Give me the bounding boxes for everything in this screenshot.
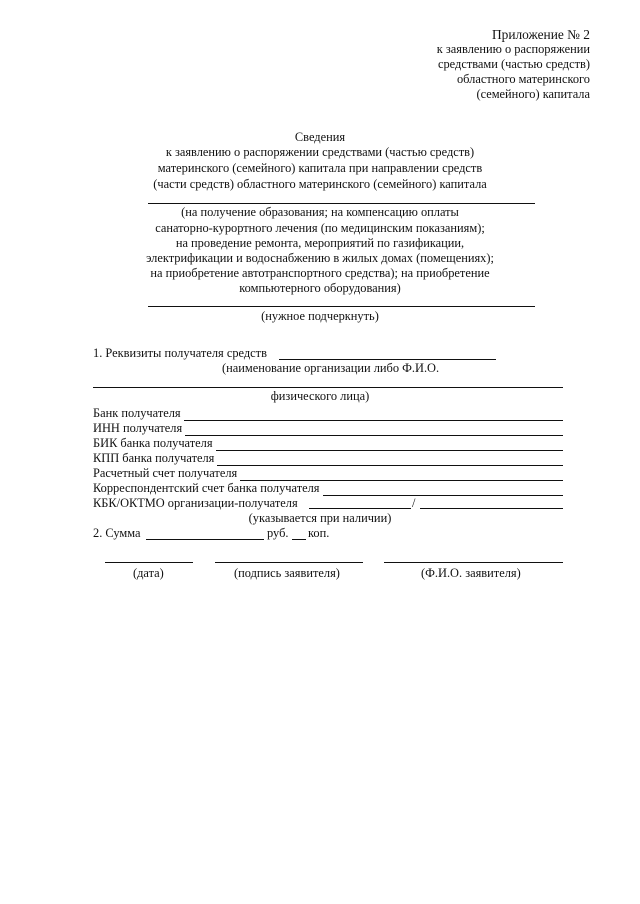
inn-label: ИНН получателя [93,421,183,435]
purpose-line: санаторно-курортного лечения (по медицинским показаниям); [155,221,485,235]
kbk-label: КБК/ОКТМО организации-получателя [93,496,298,510]
fio-hint: (Ф.И.О. заявителя) [421,566,521,580]
sum-kop-field[interactable] [292,539,306,540]
purpose-line: (на получение образования; на компенсацию оплаты [181,205,459,219]
heading-line: к заявлению о распоряжении средствами (частью средств) [165,145,475,159]
account-field[interactable] [240,468,563,481]
sum-rub-field[interactable] [146,539,264,540]
appendix-number: Приложение № 2 [491,27,590,42]
bik-label: БИК банка получателя [93,436,213,450]
date-field[interactable] [105,562,193,563]
recipient-label: 1. Реквизиты получателя средств [93,346,267,360]
purpose-line: компьютерного оборудования) [239,281,401,295]
corr-account-row [93,481,563,496]
kpp-row [93,451,563,466]
sum-rub-label: руб. [267,526,289,540]
appendix-line: (семейного) капитала [476,87,590,101]
appendix-line: средствами (частью средств) [437,57,590,71]
heading-line: (части средств) областного материнского (семейного) капитала [153,177,487,191]
oktmo-field[interactable] [420,508,563,509]
bik-field[interactable] [216,438,563,451]
fio-field[interactable] [384,562,563,563]
corr-account-label: Корреспондентский счет банка получателя [93,481,320,495]
bank-row [93,406,563,421]
purpose-underline[interactable] [148,203,535,204]
appendix-line: областного материнского [456,72,590,86]
purpose-choice-underline[interactable] [148,306,535,307]
purpose-line: на приобретение автотранспортного средства); на приобретение [150,266,490,280]
purpose-line: на проведение ремонта, мероприятий по газификации, [175,236,465,250]
corr-account-field[interactable] [323,483,564,496]
bank-field[interactable] [184,408,563,421]
sum-label: 2. Сумма [93,526,141,540]
kpp-label: КПП банка получателя [93,451,215,465]
bank-label: Банк получателя [93,406,181,420]
inn-row [93,421,563,436]
kpp-field[interactable] [217,453,563,466]
bik-row [93,436,563,451]
underline-hint: (нужное подчеркнуть) [261,309,379,323]
kbk-field[interactable] [309,508,411,509]
appendix-header [437,27,590,102]
kbk-hint: (указывается при наличии) [248,511,392,525]
purpose-line: электрификации и водоснабжению в жилых домах (помещениях); [146,251,494,265]
heading-line: материнского (семейного) капитала при направлении средств [157,161,483,175]
document-title: Сведения [294,130,346,144]
signature-hint: (подпись заявителя) [234,566,340,580]
account-label: Расчетный счет получателя [93,466,238,480]
recipient-hint: физического лица) [270,389,370,403]
recipient-hint: (наименование организации либо Ф.И.О. [222,361,440,375]
appendix-line: к заявлению о распоряжении [436,42,590,56]
date-hint: (дата) [133,566,164,580]
sum-kop-label: коп. [308,526,330,540]
kbk-separator: / [412,496,416,510]
recipient-name-field[interactable] [279,359,496,360]
signature-field[interactable] [215,562,363,563]
recipient-name-field-2[interactable] [93,387,563,388]
inn-field[interactable] [185,423,563,436]
account-row [93,466,563,481]
